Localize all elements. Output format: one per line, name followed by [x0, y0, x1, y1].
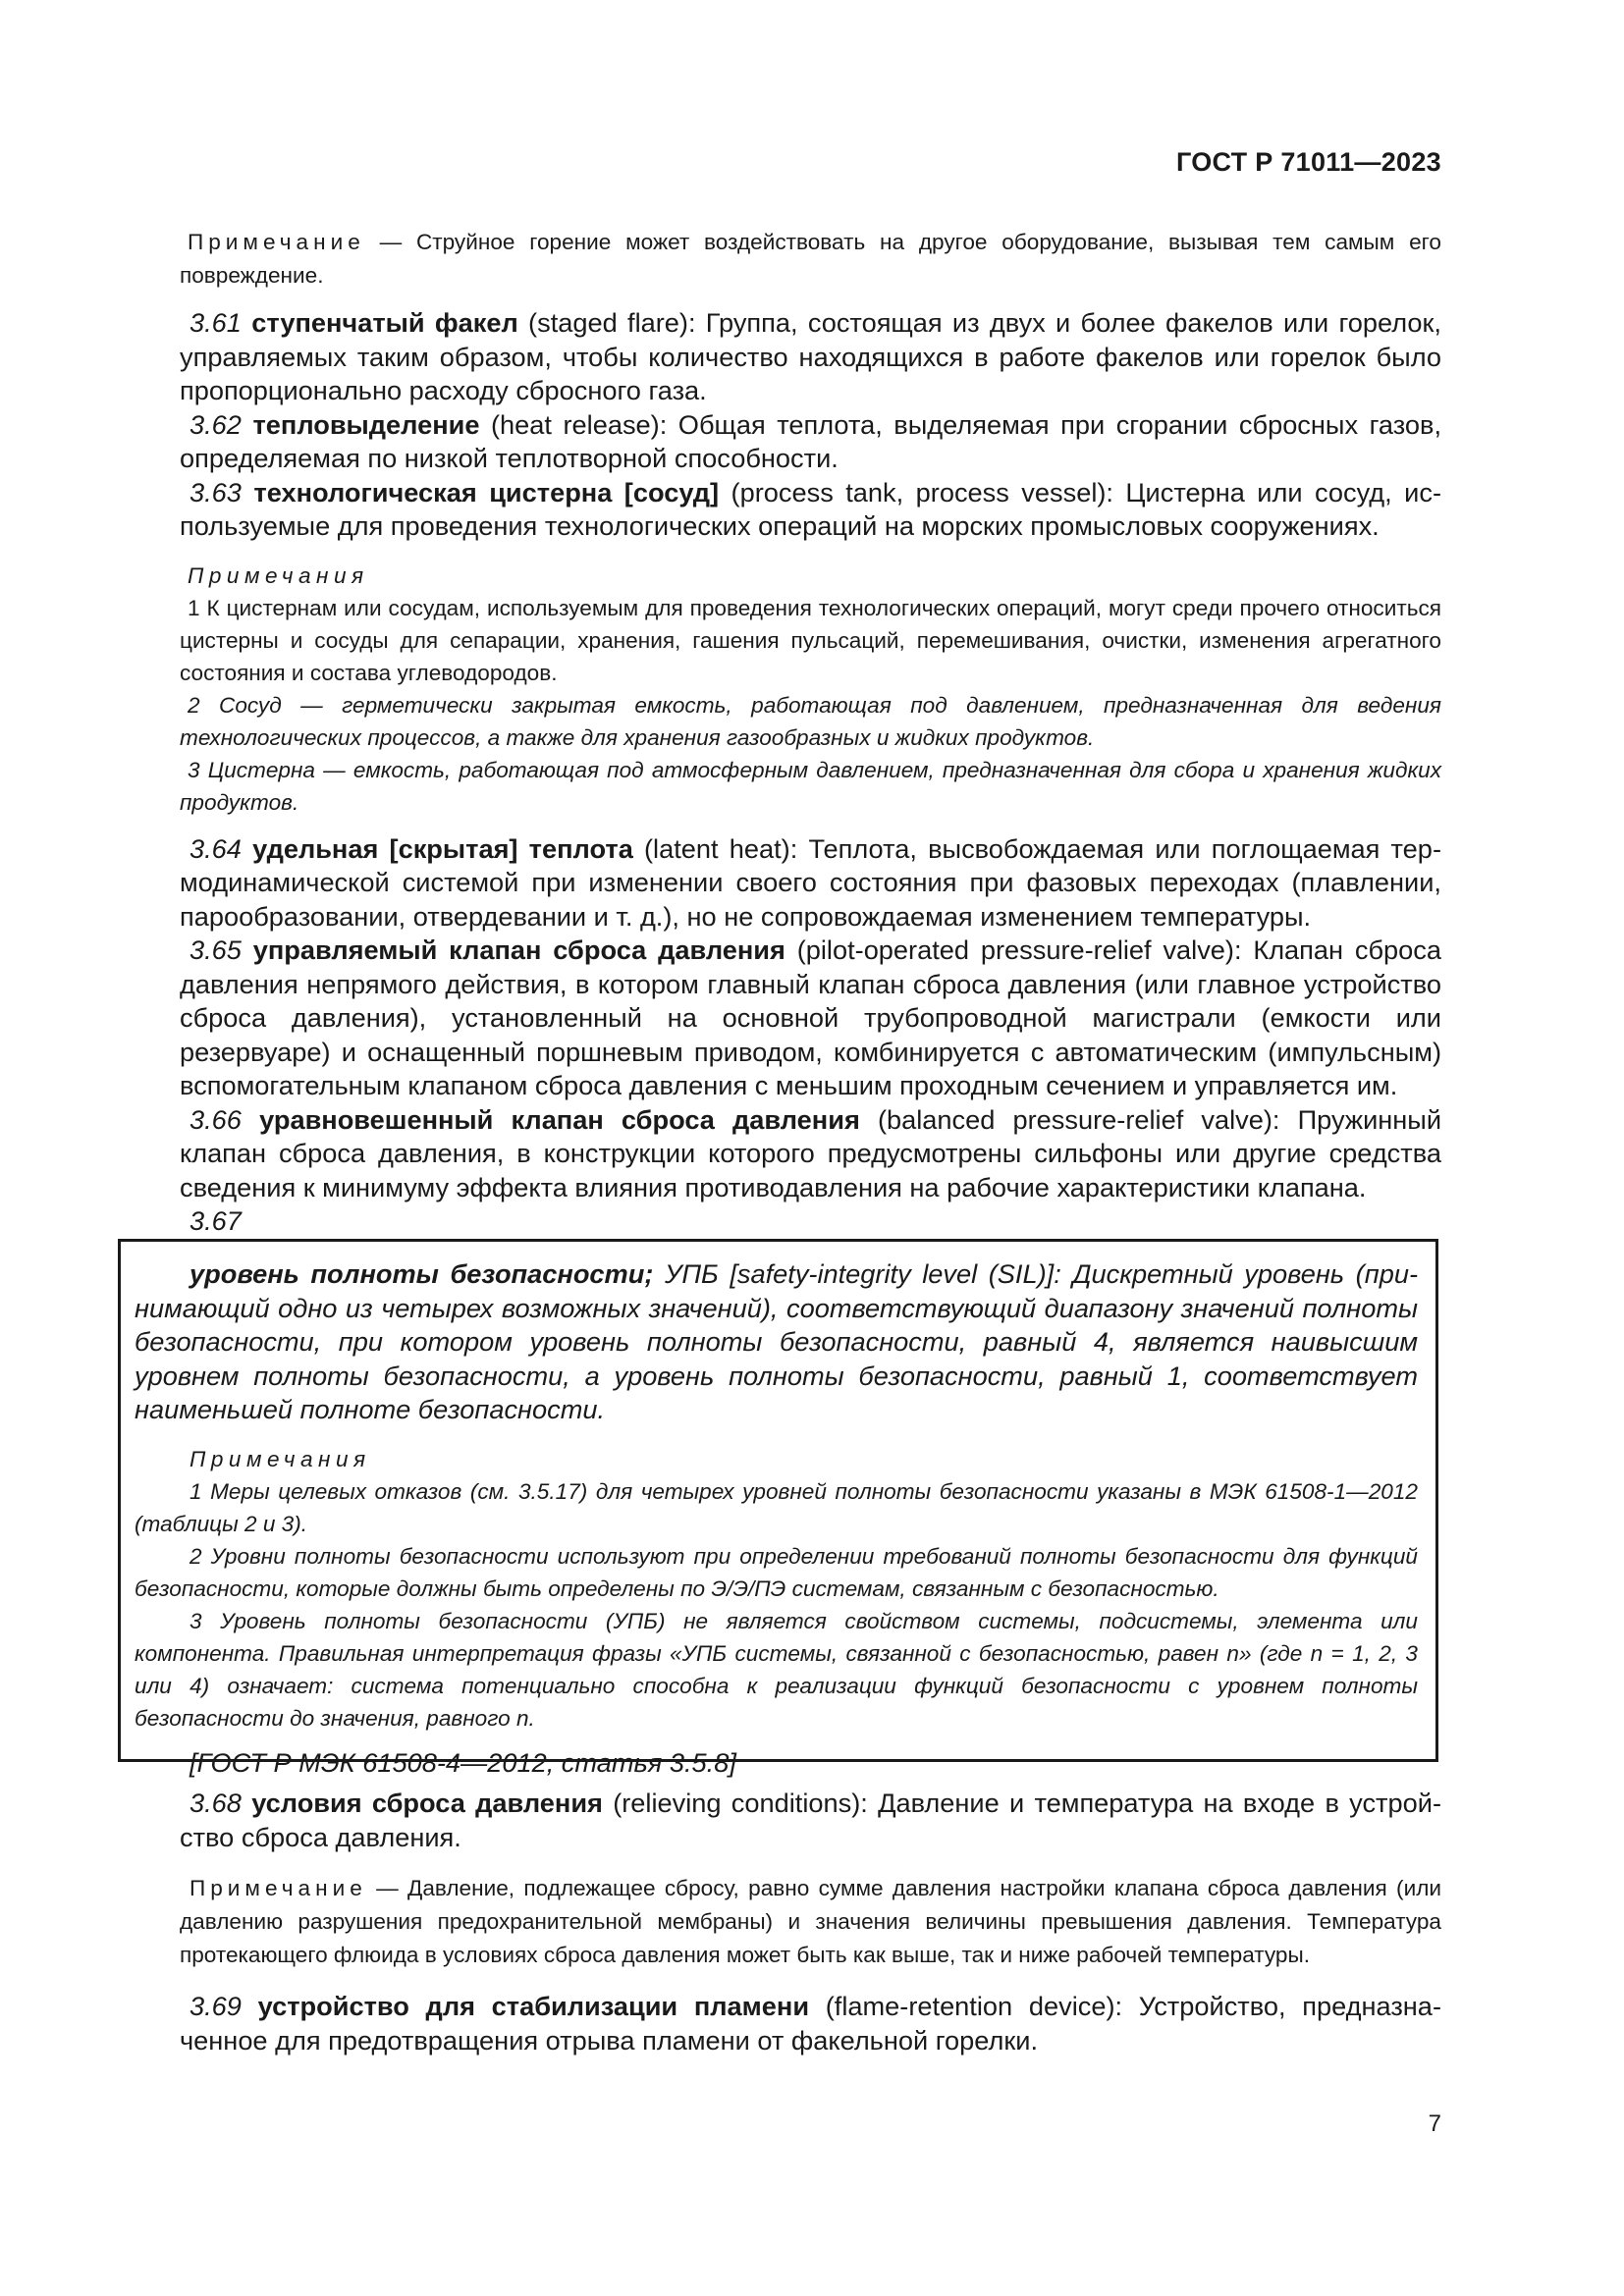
entry-term: тепловыделение [252, 408, 480, 440]
entry-number: 3.63 [189, 476, 242, 507]
entry-number: 3.67 [189, 1205, 242, 1236]
entry-term: удельная [скрытая] теплота [252, 832, 633, 864]
note-text: — Давление, подлежащее сбросу, равно сумме давления настройки клапана сброса давления (или давлению разрушения предохранительной мембраны) и значения величины превышения давления. Температура протекающего флюида в условиях сброса давления может быть как выше, так и ниже рабочей температуры. [180, 1876, 1441, 1967]
entry-3-65 [180, 934, 1441, 1103]
entry-definition: (latent heat): Теплота, высвобождаемая или поглощаемая термодинамической системой при изменении своего состояния при фазовых переходах (плавлении, парообразовании, отвердевании и т. д.), но не сопровождаемая изменением температуры. [180, 832, 1441, 932]
note-item: 1 Меры целевых отказов (см. 3.5.17) для четырех уровней полноты безопасности указаны в МЭК 61508-1—2012 (таблицы 2 и 3). [135, 1478, 1418, 1536]
entry-definition: (process tank, process vessel): Цистерна или сосуд, используемые для проведения технологических операций на морских промысловых сооружениях. [180, 476, 1441, 541]
entry-term: управляемый клапан сброса давления [252, 934, 785, 965]
entry-number: 3.62 [189, 408, 242, 440]
entry-number: 3.68 [189, 1788, 242, 1818]
entry-term: устройство для стабилизации пламени [257, 1991, 810, 2021]
note-label: Примечание [188, 230, 365, 254]
note-3-68 [180, 1872, 1441, 1972]
entry-3-61 [180, 306, 1441, 408]
top-note [180, 226, 1441, 293]
entry-3-67-number [180, 1204, 1441, 1239]
entry-definition: (pilot-operated pressure-relief valve): Клапан сброса давления непрямого действия, в котором главный клапан сброса давления (или главное устройство сброса давления), установленный на основной трубопроводной магистрали (емкости или резервуаре) и оснащенный поршневым приводом, комбинируется с автоматическим (импульсным) вспомогательным клапаном сброса давления с меньшим проходным сечением и управляется им. [180, 934, 1441, 1100]
entry-number: 3.64 [189, 832, 242, 864]
note-item: 1 К цистернам или сосудам, используемым для проведения технологических операций, могут среди прочего относиться цистерны и сосуды для сепарации, хранения, гашения пульсаций, перемешивания, очистки, изменения агрегатного состояния и состава углеводородов. [180, 595, 1441, 685]
entry-definition: (flame-retention device): Устройство, предназначенное для предотвращения отрыва пламени от факельной горелки. [180, 1991, 1441, 2056]
entry-definition: (heat release): Общая теплота, выделяемая при сгорании сбросных газов, определяемая по низкой теплотворной способности. [180, 408, 1441, 473]
notes-3-63 [180, 560, 1441, 819]
entry-3-63 [180, 476, 1441, 544]
entry-term: условия сброса давления [251, 1788, 603, 1818]
entry-3-62 [180, 408, 1441, 476]
entry-number: 3.65 [189, 934, 242, 965]
notes-3-67 [135, 1443, 1418, 1735]
entry-3-69 [180, 1990, 1441, 2057]
entry-term: уравновешенный клапан сброса давления [259, 1103, 860, 1135]
document-code: ГОСТ Р 71011—2023 [1175, 147, 1441, 177]
note-item: 3 Цистерна — емкость, работающая под атмосферным давлением, предназначенная для сбора и хранения жидких продуктов. [180, 757, 1441, 815]
entry-term: технологическая цистерна [сосуд] [253, 476, 720, 507]
entry-3-66 [180, 1103, 1441, 1205]
note-item: 2 Уровни полноты безопасности используют при определении требований полноты безопасности для функций безопасности, которые должны быть определены по Э/Э/ПЭ системам, связанным с безопасностью. [135, 1543, 1418, 1601]
entry-3-64 [180, 832, 1441, 934]
note-text: — Струйное горение может воздействовать на другое оборудование, вызывая тем самым его повреждение. [180, 230, 1441, 288]
note-label: Примечание [189, 1876, 367, 1900]
notes-heading: Примечания [188, 562, 369, 588]
entry-3-67 [135, 1257, 1418, 1427]
note-item: 3 Уровень полноты безопасности (УПБ) не является свойством системы, подсистемы, элемента или компонента. Правильная интерпретация фразы «УПБ системы, связанной с безопасностью, равен n» (где n = 1, 2, 3 или 4) означает: система потенциально способна к реализации функций безопасности с уровнем полноты безопасности до значения, равного n. [135, 1608, 1418, 1731]
source-reference: [ГОСТ Р МЭК 61508-4—2012, статья 3.5.8] [189, 1746, 736, 1778]
entry-definition: (relieving conditions): Давление и температура на входе в устройство сброса давления. [180, 1788, 1441, 1852]
boxed-definition-3-67 [118, 1239, 1438, 1778]
content-after-box [180, 1787, 1441, 2057]
entry-number: 3.69 [189, 1991, 242, 2021]
page-number: 7 [1428, 2110, 1441, 2137]
entry-3-68 [180, 1787, 1441, 1854]
main-content [180, 226, 1441, 1239]
entry-term: ступенчатый факел [251, 307, 518, 338]
note-item: 2 Сосуд — герметически закрытая емкость, работающая под давлением, предназначенная для ведения технологических процессов, а также для хранения газообразных и жидких продуктов. [180, 692, 1441, 750]
entry-term: уровень полноты безопасности; [189, 1258, 654, 1289]
notes-heading: Примечания [189, 1446, 371, 1471]
entry-definition: (staged flare): Группа, состоящая из двух и более факелов или горелок, управляемых таким образом, чтобы количество находящихся в работе факелов или горелок было пропорционально расходу сбросного газа. [180, 307, 1441, 405]
entry-number: 3.66 [189, 1103, 242, 1135]
entry-number: 3.61 [189, 307, 242, 338]
entry-definition: УПБ [safety-integrity level (SIL)]: Дискретный уровень (принимающий одно из четырех возможных значений), соответствующий диапазону значений полноты безопасности, при котором уровень полноты безопасности, равный 4, является наивысшим уровнем полноты безопасности, а уровень полноты безопасности, равный 1, соответствует наименьшей полноте безопасности. [135, 1258, 1418, 1424]
entry-definition: (balanced pressure-relief valve): Пружинный клапан сброса давления, в конструкции которого предусмотрены сильфоны или другие средства сведения к минимуму эффекта влияния противодавления на рабочие характеристики клапана. [180, 1103, 1442, 1202]
